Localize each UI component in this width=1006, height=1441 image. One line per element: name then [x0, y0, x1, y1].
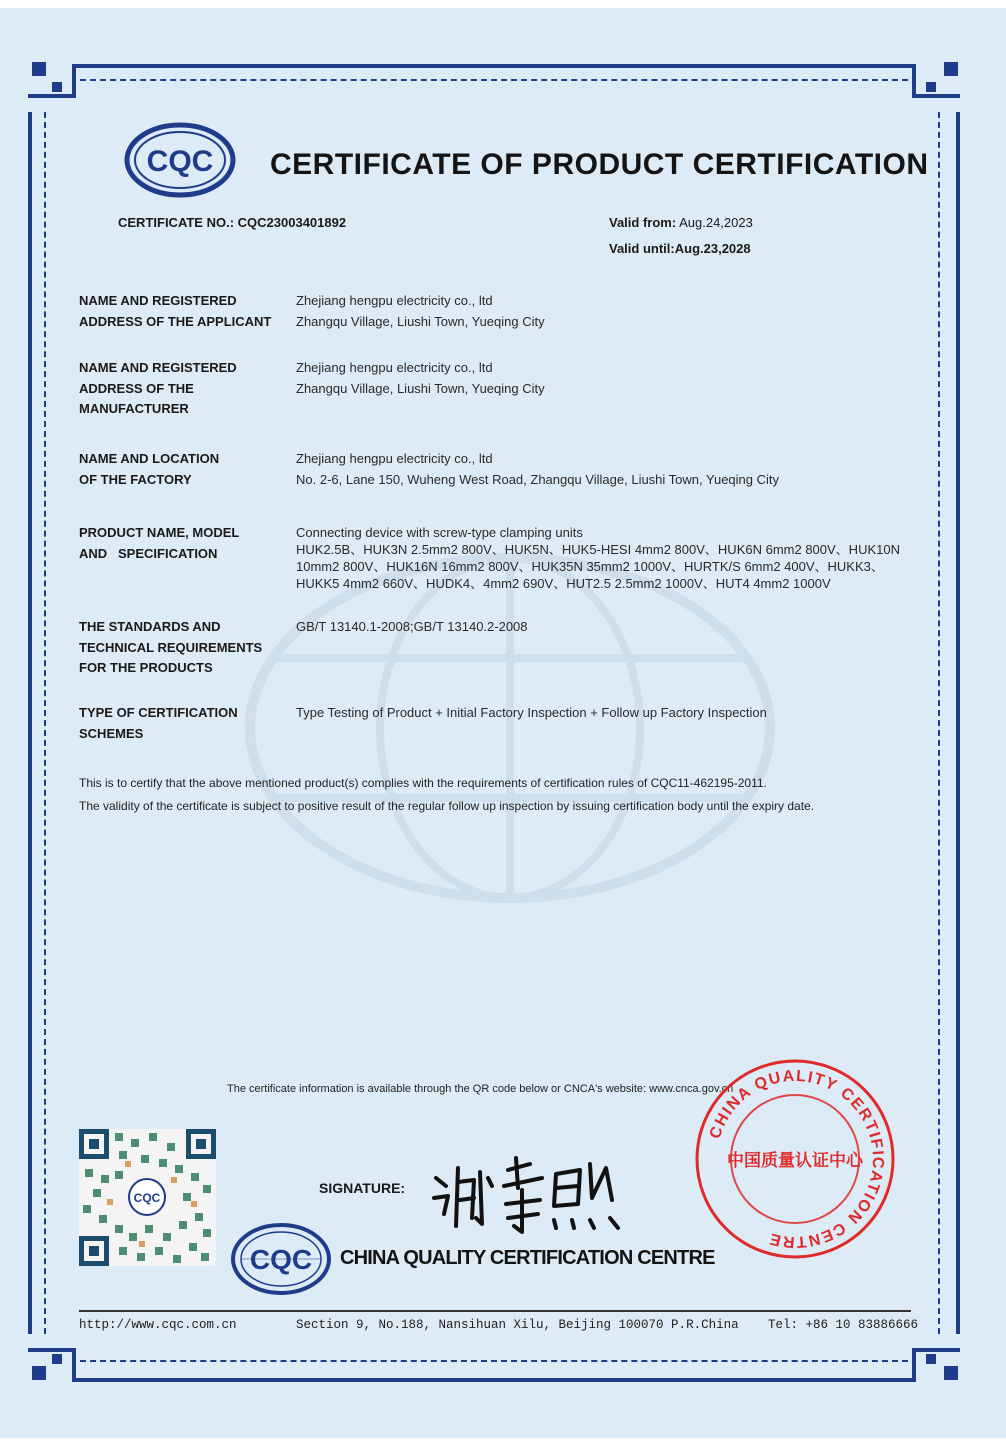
svg-text:CHINA QUALITY CERTIFICATION CE: CHINA QUALITY CERTIFICATION CENTRE [706, 1067, 887, 1251]
valid-until-value: Aug.23,2028 [674, 241, 751, 256]
standards-value: GB/T 13140.1-2008;GB/T 13140.2-2008 [296, 619, 528, 634]
certificate-number-label: CERTIFICATE NO.: [118, 215, 235, 230]
certificate-number [118, 215, 346, 230]
certificate-sheet [0, 8, 1006, 1438]
svg-text:CQC: CQC [249, 1244, 313, 1275]
issuer-name: CHINA QUALITY CERTIFICATION CENTRE [340, 1247, 715, 1269]
standards-label: THE STANDARDS AND TECHNICAL REQUIREMENTS FOR THE PRODUCTS [79, 619, 263, 675]
qr-note: The certificate information is available through the QR code below or CNCA's website: www.cnca.gov.cn [227, 1083, 734, 1095]
issuer-cqc-logo-icon [230, 1222, 332, 1296]
footer-divider [79, 1310, 911, 1312]
certification-statements [79, 772, 814, 818]
valid-from-label: Valid from: [609, 215, 677, 230]
product-value: Connecting device with screw-type clamping units HUK2.5B、HUK3N 2.5mm2 800V、HUK5N、HUK5-HESI 4mm2 800V、HUK6N 6mm2 800V、HUK10N 10mm2 800V、HUK16N 16mm2 800V、HUK35N 35mm2 1000V、HURTK/S 6mm2 400V、HUKK3、 HUKK5 4mm2 660V、HUDK4、4mm2 690V、HUT2.5 2.5mm2 1000V、HUT4 4mm2 1000V [296, 525, 900, 591]
scheme-value: Type Testing of Product + Initial Factory Inspection + Follow up Factory Inspection [296, 705, 767, 720]
svg-text:中国质量认证中心: 中国质量认证中心 [727, 1151, 863, 1171]
statement-line: The validity of the certificate is subject to positive result of the regular follow up inspection by issuing certification body until the expiry date. [79, 799, 815, 813]
signature-label: SIGNATURE: [319, 1180, 406, 1196]
issuer-telephone: Tel: +86 10 83886666 [768, 1318, 919, 1332]
official-seal-icon [694, 1058, 896, 1260]
applicant-value: Zhejiang hengpu electricity co., ltd Zhangqu Village, Liushi Town, Yueqing City [296, 293, 545, 329]
certificate-number-value: CQC23003401892 [237, 215, 347, 230]
manufacturer-value: Zhejiang hengpu electricity co., ltd Zhangqu Village, Liushi Town, Yueqing City [296, 360, 545, 396]
globe-watermark-icon [240, 548, 780, 908]
product-label: PRODUCT NAME, MODEL AND SPECIFICATION [79, 525, 240, 561]
valid-from [609, 215, 753, 230]
qr-code-icon[interactable] [79, 1129, 216, 1266]
issuer-address: Section 9, No.188, Nansihuan Xilu, Beijing 100070 P.R.China [296, 1318, 739, 1332]
svg-text:CQC: CQC [133, 1191, 161, 1205]
statement-line: This is to certify that the above mentioned product(s) complies with the requirements of certification rules of CQC11-462195-2011. [79, 776, 767, 790]
valid-until-label: Valid until: [609, 241, 675, 256]
cqc-logo-icon [124, 122, 236, 198]
valid-until [609, 241, 751, 256]
svg-text:CQC: CQC [146, 145, 214, 178]
factory-label: NAME AND LOCATION OF THE FACTORY [79, 451, 220, 487]
valid-from-value: Aug.24,2023 [679, 215, 753, 230]
certificate-title: CERTIFICATE OF PRODUCT CERTIFICATION [270, 148, 929, 181]
applicant-label: NAME AND REGISTERED ADDRESS OF THE APPLICANT [79, 293, 272, 329]
factory-value: Zhejiang hengpu electricity co., ltd No. 2-6, Lane 150, Wuheng West Road, Zhangqu Village, Liushi Town, Yueqing City [296, 451, 780, 487]
scheme-label: TYPE OF CERTIFICATION SCHEMES [79, 705, 238, 741]
website-link[interactable]: http://www.cqc.com.cn [79, 1318, 237, 1332]
signature-image [430, 1148, 630, 1238]
manufacturer-label: NAME AND REGISTERED ADDRESS OF THE MANUFACTURER [79, 360, 237, 416]
